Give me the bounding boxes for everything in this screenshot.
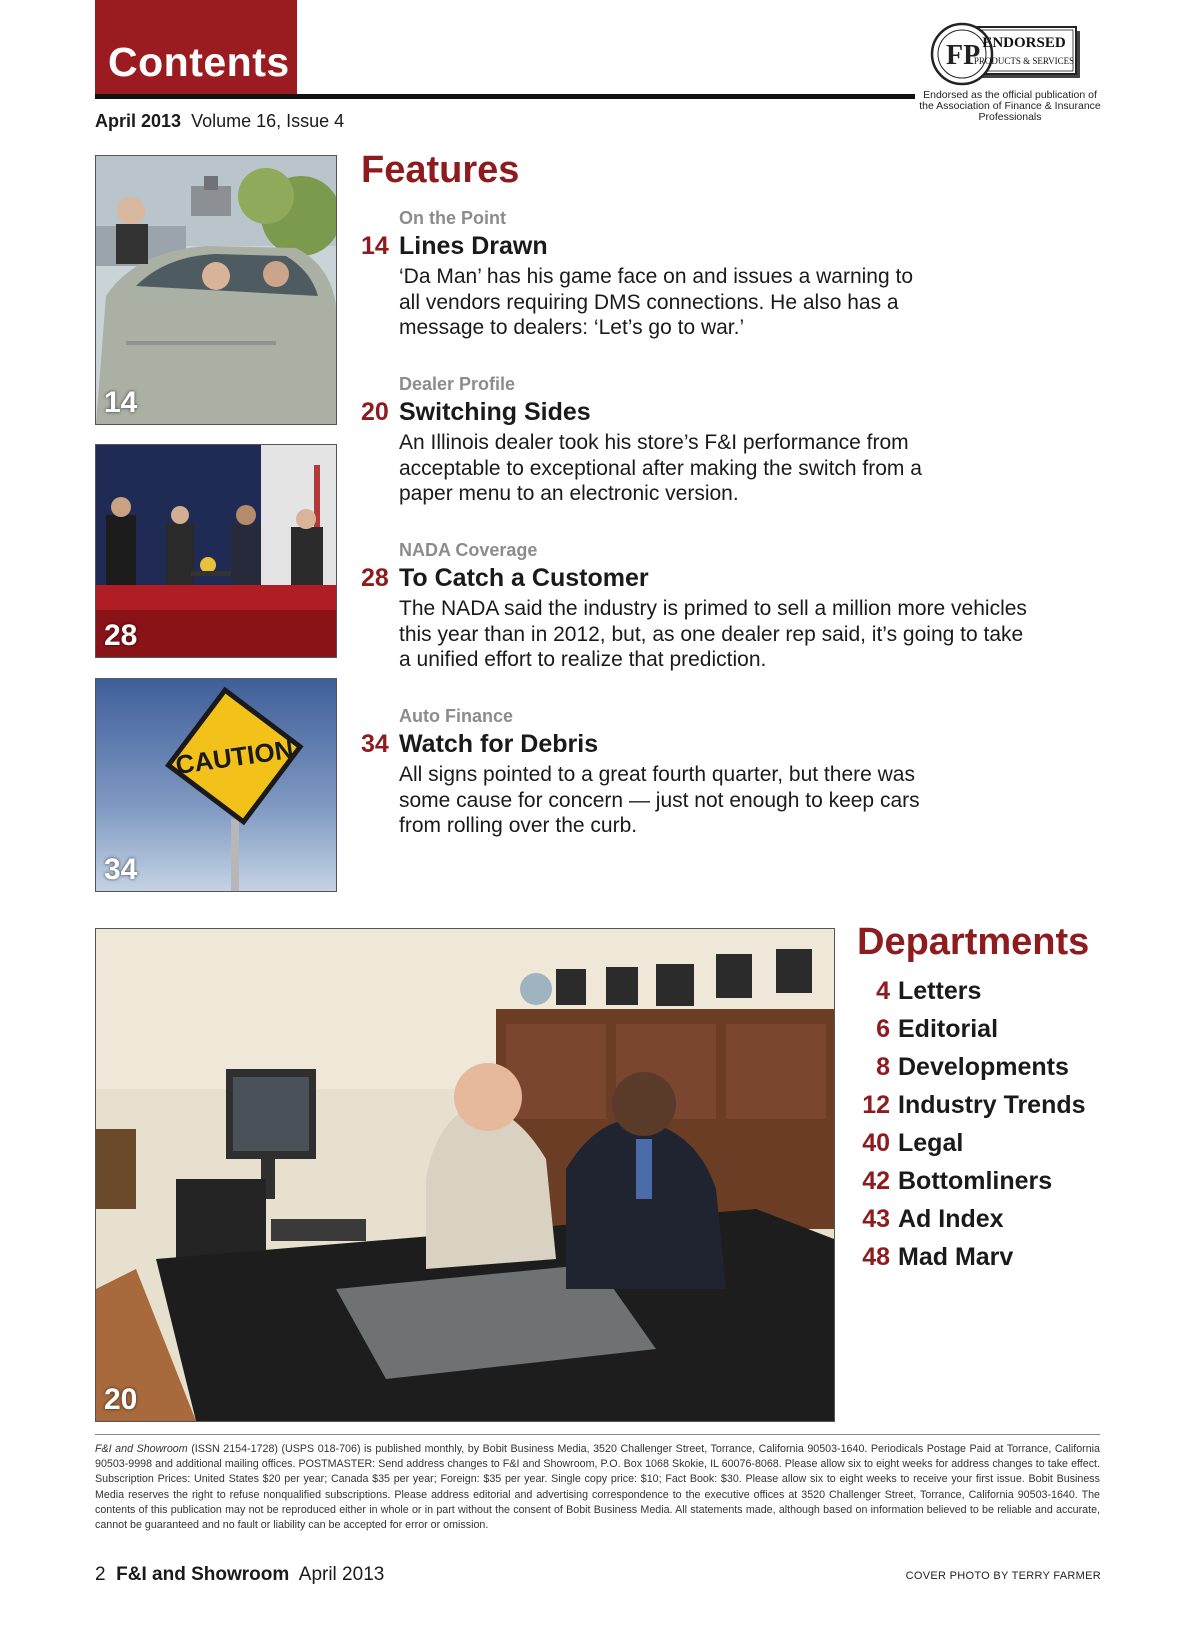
cover-photo-credit: COVER PHOTO BY TERRY FARMER bbox=[905, 1570, 1101, 1582]
feature-item[interactable] bbox=[361, 704, 1041, 839]
departments-list bbox=[857, 972, 1086, 1276]
department-item[interactable] bbox=[857, 1048, 1086, 1086]
caution-text: CAUTION bbox=[173, 733, 296, 781]
feature-heading-line bbox=[361, 396, 1041, 428]
department-page-number: 6 bbox=[876, 1015, 890, 1043]
feature-description: All signs pointed to a great fourth quarter, but there was some cause for concern — just not enough to keep cars from rolling over the curb. bbox=[399, 763, 920, 837]
endorsed-logo bbox=[930, 22, 1082, 86]
department-page-number: 43 bbox=[862, 1205, 890, 1233]
feature-heading-line bbox=[361, 230, 1041, 262]
department-item[interactable] bbox=[857, 1124, 1086, 1162]
department-item[interactable] bbox=[857, 1162, 1086, 1200]
department-page-number: 48 bbox=[862, 1243, 890, 1271]
issue-date: April 2013 bbox=[95, 111, 182, 131]
page-folio bbox=[95, 1563, 384, 1587]
feature-heading-line bbox=[361, 562, 1041, 594]
feature-item[interactable] bbox=[361, 372, 1041, 507]
department-title: Industry Trends bbox=[898, 1091, 1086, 1119]
feature-description: An Illinois dealer took his store’s F&I performance from acceptable to exceptional after making the switch from a paper menu to an electronic version. bbox=[399, 431, 922, 505]
header-rule bbox=[95, 94, 915, 99]
car-illustration bbox=[96, 156, 336, 424]
department-item[interactable] bbox=[857, 1238, 1086, 1276]
logo-line-2: PRODUCTS & SERVICES bbox=[973, 56, 1075, 66]
svg-text:FP: FP bbox=[946, 40, 981, 71]
photo-car bbox=[95, 155, 337, 425]
photo-dealer-office bbox=[95, 928, 835, 1422]
photo-panel-discussion bbox=[95, 444, 337, 658]
department-page-number: 42 bbox=[862, 1167, 890, 1195]
department-title: Mad Marv bbox=[898, 1243, 1014, 1271]
department-item[interactable] bbox=[857, 1200, 1086, 1238]
department-title: Ad Index bbox=[898, 1205, 1004, 1233]
feature-kicker: On the Point bbox=[399, 208, 506, 228]
endorsement-note: Endorsed as the official publication of the Association of Finance & Insurance Professionals bbox=[919, 89, 1101, 123]
feature-kicker: Dealer Profile bbox=[399, 374, 516, 394]
feature-page-number: 28 bbox=[361, 564, 389, 592]
folio-date: April 2013 bbox=[298, 1564, 385, 1585]
department-page-number: 12 bbox=[862, 1091, 890, 1119]
department-title: Editorial bbox=[898, 1015, 999, 1043]
departments-heading: Departments bbox=[857, 921, 1090, 963]
feature-description: The NADA said the industry is primed to sell a million more vehicles this year than in 2012, but, as one dealer rep said, it’s going to take a unified effort to realize that prediction. bbox=[399, 597, 1027, 671]
department-page-number: 40 bbox=[862, 1129, 890, 1157]
feature-item[interactable] bbox=[361, 538, 1041, 673]
feature-title: To Catch a Customer bbox=[399, 564, 649, 592]
publication-legal-notice bbox=[95, 1442, 1100, 1533]
department-title: Legal bbox=[898, 1129, 964, 1157]
department-item[interactable] bbox=[857, 1086, 1086, 1124]
feature-heading-line bbox=[361, 728, 1041, 760]
issue-volume: Volume 16, Issue 4 bbox=[191, 111, 345, 131]
department-page-number: 8 bbox=[876, 1053, 890, 1081]
feature-page-number: 14 bbox=[361, 232, 389, 260]
page-title: Contents bbox=[108, 39, 290, 85]
feature-kicker: NADA Coverage bbox=[399, 540, 538, 560]
feature-title: Lines Drawn bbox=[399, 232, 548, 260]
feature-description: ‘Da Man’ has his game face on and issues a warning to all vendors requiring DMS connections. He also has a message to dealers: ‘Let’s go to war.’ bbox=[399, 265, 914, 339]
photo-page-number: 28 bbox=[104, 619, 138, 652]
department-title: Developments bbox=[898, 1053, 1069, 1081]
office-illustration bbox=[96, 929, 834, 1421]
department-item[interactable] bbox=[857, 972, 1086, 1010]
feature-item[interactable] bbox=[361, 206, 1041, 341]
legal-text: (ISSN 2154-1728) (USPS 018-706) is published monthly, by Bobit Business Media, 3520 Challenger Street, Torrance, California 90503-1640. Periodicals Postage Paid at Torrance, California 90503-9998 and additional mailing offices. POSTMASTER: Send address changes to F&I and Showroom, P.O. Box 1068 Skokie, IL 60076-8068. Please allow six to eight weeks for address changes to take effect. Subscription Prices: United States $20 per year; Canada $35 per year; Foreign: $35 per year. Single copy price: $10; Fact Book: $30. Please allow six to eight weeks to receive your first issue. Bobit Business Media reserves the right to refuse nonqualified subscriptions. Please address editorial and advertising correspondence to the executive offices at 3520 Challenger Street, Torrance, California 90503-1640. The contents of this publication may not be reproduced either in whole or in part without the consent of Bobit Business Media. All statements made, although based on information believed to be reliable and accurate, cannot be guaranteed and no fault or liability can be accepted for error or omission. bbox=[95, 1443, 1100, 1532]
department-title: Letters bbox=[898, 977, 982, 1005]
department-title: Bottomliners bbox=[898, 1167, 1053, 1195]
photo-page-number: 14 bbox=[104, 386, 138, 419]
features-heading: Features bbox=[361, 149, 520, 191]
logo-line-1: ENDORSED bbox=[982, 35, 1066, 51]
department-page-number: 4 bbox=[876, 977, 890, 1005]
feature-page-number: 20 bbox=[361, 398, 389, 426]
folio-publication: F&I and Showroom bbox=[116, 1564, 290, 1585]
photo-page-number: 20 bbox=[104, 1383, 138, 1416]
folio-page-number: 2 bbox=[95, 1564, 106, 1585]
feature-page-number: 34 bbox=[361, 730, 389, 758]
feature-kicker: Auto Finance bbox=[399, 706, 514, 726]
issue-line bbox=[95, 109, 344, 133]
feature-title: Watch for Debris bbox=[399, 730, 599, 758]
legal-publication-name: F&I and Showroom bbox=[95, 1443, 188, 1455]
footer-rule bbox=[95, 1434, 1100, 1435]
feature-title: Switching Sides bbox=[399, 398, 591, 426]
photo-page-number: 34 bbox=[104, 853, 138, 886]
department-item[interactable] bbox=[857, 1010, 1086, 1048]
photo-caution-sign bbox=[95, 678, 337, 892]
